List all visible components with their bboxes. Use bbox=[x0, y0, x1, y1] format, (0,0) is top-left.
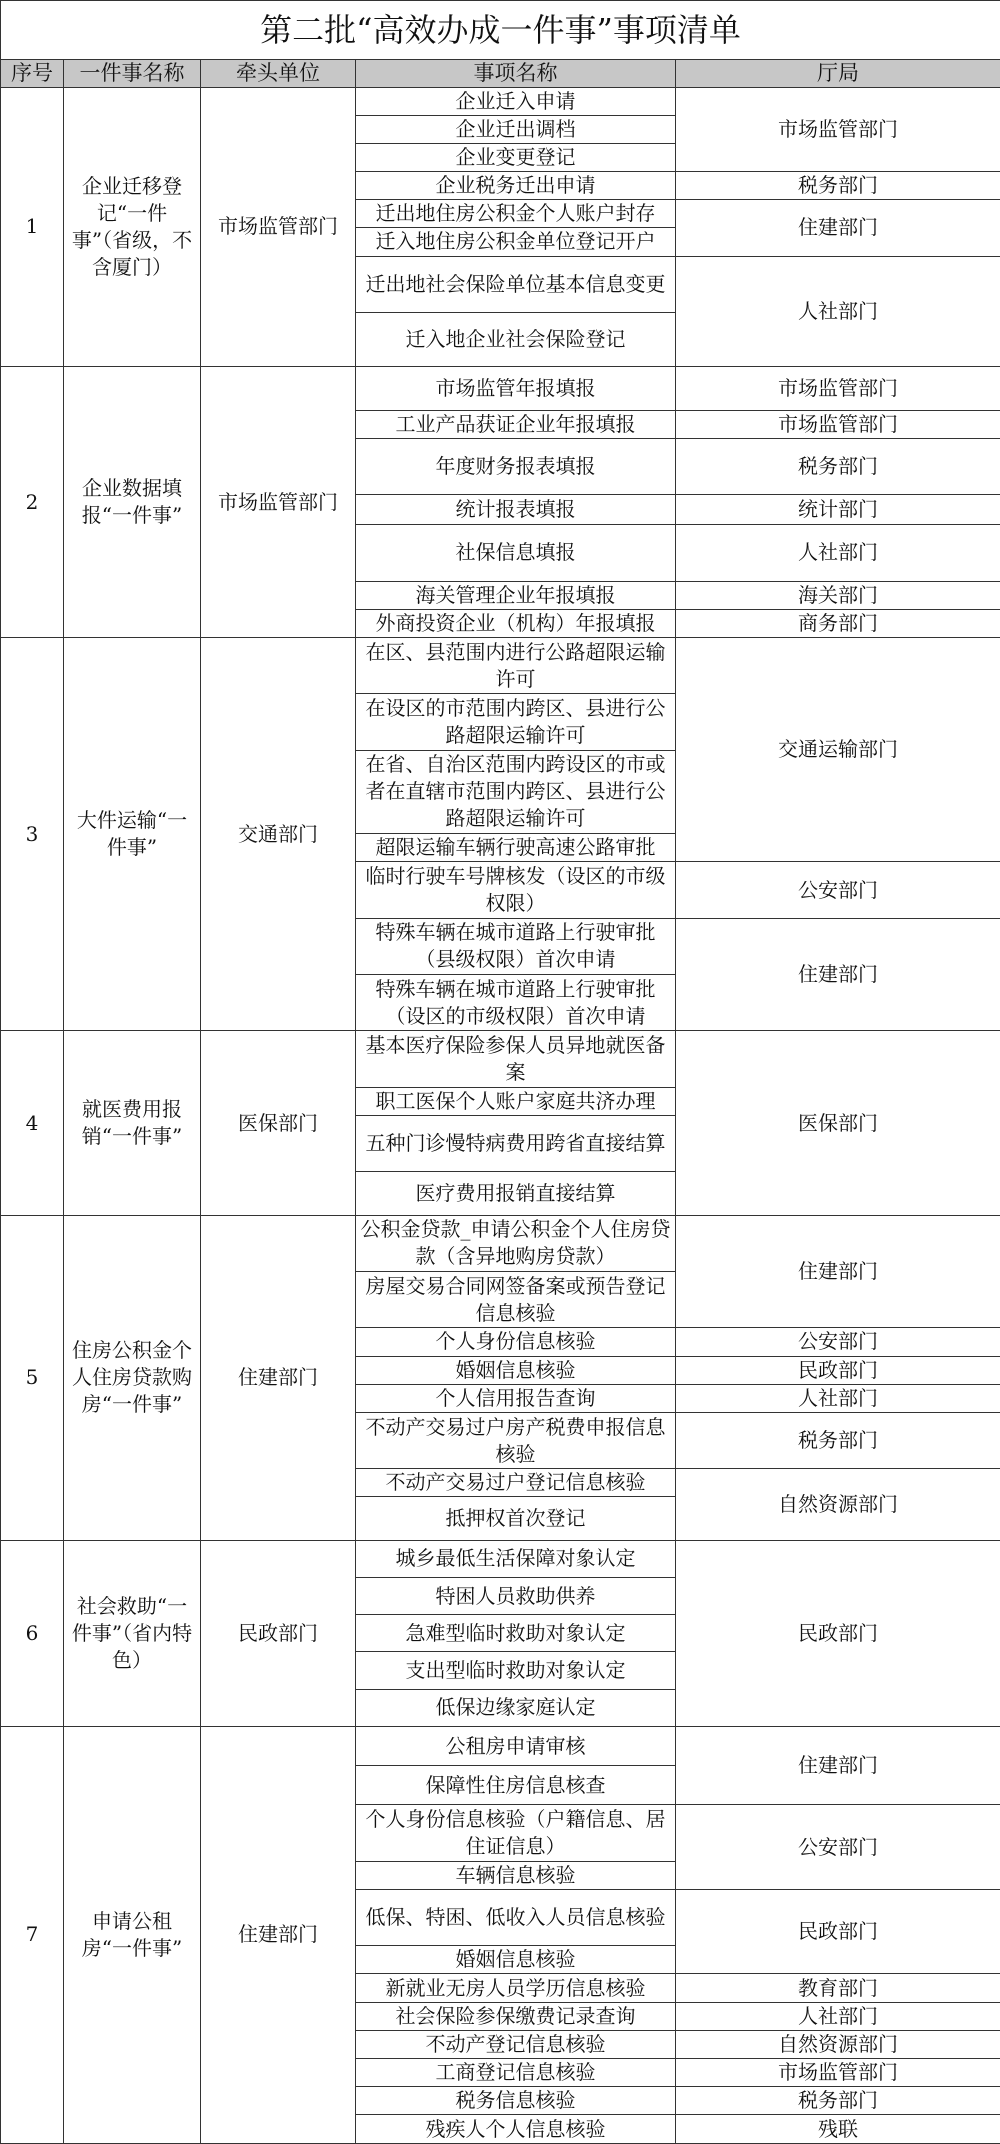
header-row bbox=[1, 60, 1000, 87]
group-lead-unit: 民政部门 bbox=[201, 1540, 356, 1726]
item-name-cell: 城乡最低生活保障对象认定 bbox=[356, 1540, 676, 1577]
item-name-cell: 医疗费用报销直接结算 bbox=[356, 1172, 676, 1215]
item-name-cell: 社会保险参保缴费记录查询 bbox=[356, 2002, 676, 2030]
item-name-cell: 低保边缘家庭认定 bbox=[356, 1689, 676, 1726]
group-lead-unit: 市场监管部门 bbox=[201, 367, 356, 638]
item-name-cell: 职工医保个人账户家庭共济办理 bbox=[356, 1087, 676, 1115]
department-cell: 公安部门 bbox=[676, 862, 1000, 918]
table-row bbox=[1, 637, 1000, 693]
header-task-name: 一件事名称 bbox=[64, 60, 201, 87]
item-name-cell: 车辆信息核验 bbox=[356, 1861, 676, 1889]
department-cell: 民政部门 bbox=[676, 1540, 1000, 1726]
item-name-cell: 不动产登记信息核验 bbox=[356, 2030, 676, 2058]
item-name-cell: 税务信息核验 bbox=[356, 2087, 676, 2115]
department-cell: 市场监管部门 bbox=[676, 87, 1000, 172]
department-cell: 公安部门 bbox=[676, 1328, 1000, 1356]
group-lead-unit: 住建部门 bbox=[201, 1726, 356, 2143]
item-name-cell: 外商投资企业（机构）年报填报 bbox=[356, 609, 676, 637]
item-name-cell: 低保、特困、低收入人员信息核验 bbox=[356, 1889, 676, 1945]
item-name-cell: 迁入地住房公积金单位登记开户 bbox=[356, 228, 676, 256]
item-name-cell: 特困人员救助供养 bbox=[356, 1577, 676, 1614]
item-name-cell: 急难型临时救助对象认定 bbox=[356, 1615, 676, 1652]
item-name-cell: 企业变更登记 bbox=[356, 143, 676, 171]
item-name-cell: 公租房申请审核 bbox=[356, 1726, 676, 1765]
item-name-cell: 不动产交易过户登记信息核验 bbox=[356, 1469, 676, 1497]
item-name-cell: 特殊车辆在城市道路上行驶审批（设区的市级权限）首次申请 bbox=[356, 975, 676, 1031]
item-name-cell: 企业迁出调档 bbox=[356, 115, 676, 143]
item-name-cell: 残疾人个人信息核验 bbox=[356, 2115, 676, 2144]
department-cell: 公安部门 bbox=[676, 1805, 1000, 1890]
department-cell: 自然资源部门 bbox=[676, 1469, 1000, 1540]
header-lead-unit: 牵头单位 bbox=[201, 60, 356, 87]
item-name-cell: 迁出地住房公积金个人账户封存 bbox=[356, 200, 676, 228]
item-name-cell: 不动产交易过户房产税费申报信息核验 bbox=[356, 1412, 676, 1468]
group-task-name: 住房公积金个人住房贷款购房“一件事” bbox=[64, 1215, 201, 1540]
item-name-cell: 个人信用报告查询 bbox=[356, 1384, 676, 1412]
department-cell: 住建部门 bbox=[676, 1726, 1000, 1805]
group-lead-unit: 住建部门 bbox=[201, 1215, 356, 1540]
group-task-name: 申请公租房“一件事” bbox=[64, 1726, 201, 2143]
department-cell: 统计部门 bbox=[676, 495, 1000, 525]
group-number: 6 bbox=[1, 1540, 64, 1726]
department-cell: 交通运输部门 bbox=[676, 637, 1000, 861]
group-lead-unit: 交通部门 bbox=[201, 637, 356, 1031]
department-cell: 人社部门 bbox=[676, 2002, 1000, 2030]
item-name-cell: 超限运输车辆行驶高速公路审批 bbox=[356, 834, 676, 862]
department-cell: 残联 bbox=[676, 2115, 1000, 2144]
table-row bbox=[1, 1031, 1000, 1087]
group-task-name: 就医费用报销“一件事” bbox=[64, 1031, 201, 1215]
department-cell: 税务部门 bbox=[676, 1412, 1000, 1468]
item-name-cell: 社保信息填报 bbox=[356, 525, 676, 581]
item-name-cell: 海关管理企业年报填报 bbox=[356, 581, 676, 609]
group-number: 7 bbox=[1, 1726, 64, 2143]
department-cell: 教育部门 bbox=[676, 1974, 1000, 2002]
department-cell: 税务部门 bbox=[676, 2087, 1000, 2115]
table-row bbox=[1, 87, 1000, 115]
department-cell: 市场监管部门 bbox=[676, 367, 1000, 410]
item-name-cell: 市场监管年报填报 bbox=[356, 367, 676, 410]
item-name-cell: 抵押权首次登记 bbox=[356, 1497, 676, 1540]
department-cell: 住建部门 bbox=[676, 200, 1000, 256]
item-name-cell: 婚姻信息核验 bbox=[356, 1356, 676, 1384]
item-name-cell: 企业税务迁出申请 bbox=[356, 172, 676, 200]
item-name-cell: 工业产品获证企业年报填报 bbox=[356, 410, 676, 438]
item-name-cell: 在区、县范围内进行公路超限运输许可 bbox=[356, 637, 676, 693]
item-name-cell: 迁入地企业社会保险登记 bbox=[356, 312, 676, 366]
table-row bbox=[1, 1540, 1000, 1577]
group-task-name: 企业数据填报“一件事” bbox=[64, 367, 201, 638]
header-item-name: 事项名称 bbox=[356, 60, 676, 87]
group-number: 1 bbox=[1, 87, 64, 367]
table-row bbox=[1, 1215, 1000, 1271]
item-name-cell: 迁出地社会保险单位基本信息变更 bbox=[356, 256, 676, 312]
item-name-cell: 工商登记信息核验 bbox=[356, 2058, 676, 2086]
table-row bbox=[1, 367, 1000, 410]
item-name-cell: 公积金贷款_申请公积金个人住房贷款（含异地购房贷款） bbox=[356, 1215, 676, 1271]
item-name-cell: 保障性住房信息核查 bbox=[356, 1766, 676, 1805]
group-lead-unit: 市场监管部门 bbox=[201, 87, 356, 367]
department-cell: 商务部门 bbox=[676, 609, 1000, 637]
item-name-cell: 婚姻信息核验 bbox=[356, 1946, 676, 1974]
group-number: 3 bbox=[1, 637, 64, 1031]
item-name-cell: 在设区的市范围内跨区、县进行公路超限运输许可 bbox=[356, 694, 676, 750]
department-cell: 住建部门 bbox=[676, 918, 1000, 1031]
department-cell: 税务部门 bbox=[676, 438, 1000, 494]
item-name-cell: 特殊车辆在城市道路上行驶审批（县级权限）首次申请 bbox=[356, 918, 676, 974]
item-name-cell: 支出型临时救助对象认定 bbox=[356, 1652, 676, 1689]
department-cell: 人社部门 bbox=[676, 525, 1000, 581]
group-lead-unit: 医保部门 bbox=[201, 1031, 356, 1215]
department-cell: 海关部门 bbox=[676, 581, 1000, 609]
item-name-cell: 基本医疗保险参保人员异地就医备案 bbox=[356, 1031, 676, 1087]
group-number: 5 bbox=[1, 1215, 64, 1540]
item-name-cell: 个人身份信息核验（户籍信息、居住证信息） bbox=[356, 1805, 676, 1861]
document-title: 第二批“高效办成一件事”事项清单 bbox=[1, 1, 1000, 60]
item-name-cell: 房屋交易合同网签备案或预告登记信息核验 bbox=[356, 1272, 676, 1328]
department-cell: 自然资源部门 bbox=[676, 2030, 1000, 2058]
item-name-cell: 五种门诊慢特病费用跨省直接结算 bbox=[356, 1116, 676, 1172]
item-name-cell: 在省、自治区范围内跨设区的市或者在直辖市范围内跨区、县进行公路超限运输许可 bbox=[356, 750, 676, 834]
department-cell: 医保部门 bbox=[676, 1031, 1000, 1215]
group-task-name: 大件运输“一件事” bbox=[64, 637, 201, 1031]
group-number: 2 bbox=[1, 367, 64, 638]
department-cell: 民政部门 bbox=[676, 1356, 1000, 1384]
department-cell: 住建部门 bbox=[676, 1215, 1000, 1328]
header-department: 厅局 bbox=[676, 60, 1000, 87]
group-task-name: 社会救助“一件事”（省内特色） bbox=[64, 1540, 201, 1726]
item-name-cell: 临时行驶车号牌核发（设区的市级权限） bbox=[356, 862, 676, 918]
department-cell: 民政部门 bbox=[676, 1889, 1000, 1974]
item-name-cell: 年度财务报表填报 bbox=[356, 438, 676, 494]
item-name-cell: 企业迁入申请 bbox=[356, 87, 676, 115]
department-cell: 市场监管部门 bbox=[676, 2058, 1000, 2086]
department-cell: 人社部门 bbox=[676, 1384, 1000, 1412]
item-name-cell: 个人身份信息核验 bbox=[356, 1328, 676, 1356]
title-row bbox=[1, 1, 1000, 60]
item-name-cell: 新就业无房人员学历信息核验 bbox=[356, 1974, 676, 2002]
item-name-cell: 统计报表填报 bbox=[356, 495, 676, 525]
table-row bbox=[1, 1726, 1000, 1765]
group-number: 4 bbox=[1, 1031, 64, 1215]
department-cell: 市场监管部门 bbox=[676, 410, 1000, 438]
header-num: 序号 bbox=[1, 60, 64, 87]
department-cell: 人社部门 bbox=[676, 256, 1000, 367]
group-task-name: 企业迁移登记“一件事”（省级，不含厦门） bbox=[64, 87, 201, 367]
department-cell: 税务部门 bbox=[676, 172, 1000, 200]
